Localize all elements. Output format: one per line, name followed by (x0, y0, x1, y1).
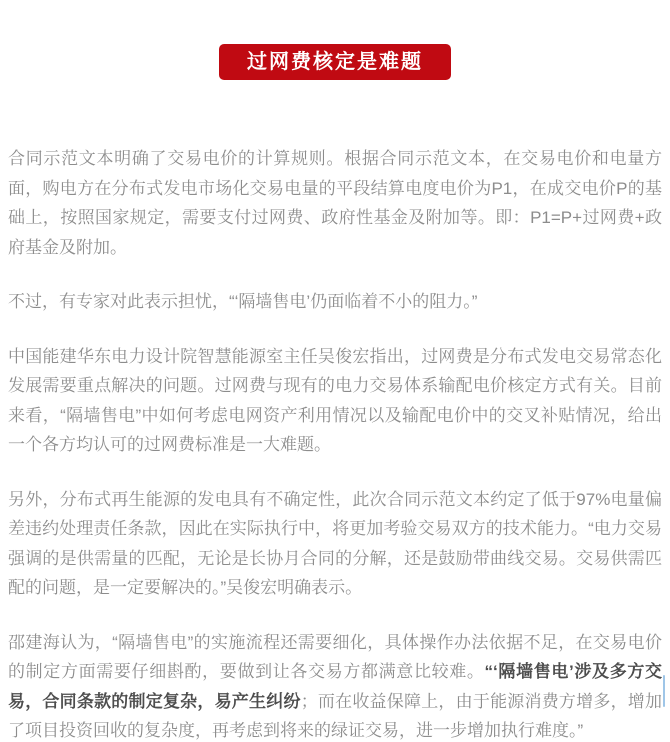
text-segment: ；而在收益保障上，由于能源消费方增多，增加了项目投资回收的复杂度，再考虑到将来的绿证交易，进一步增加执行难度。” (8, 691, 663, 740)
article-paragraph (8, 144, 662, 262)
bold-text-segment: “‘隔墙售电’涉及多方交易，合同条款的制定复杂，易产生纠纷 (8, 662, 662, 711)
article (0, 144, 670, 742)
section-header (0, 0, 670, 80)
text-segment: 中国能建华东电力设计院智慧能源室主任吴俊宏指出，过网费是分布式发电交易常态化发展需要重点解决的问题。过网费与现有的电力交易体系输配电价核定方式有关。目前来看，“隔墙售电”中如何考虑电网资产利用情况以及输配电价中的交叉补贴情况，给出一个各方均认可的过网费标准是一大难题。 (8, 346, 662, 454)
text-segment: 另外，分布式再生能源的发电具有不确定性，此次合同示范文本约定了低于97%电量偏差违约处理责任条款，因此在实际执行中，将更加考验交易双方的技术能力。“电力交易强调的是供需量的匹配，无论是长协月合同的分解，还是鼓励带曲线交易。交易供需匹配的问题，是一定要解决的。”吴俊宏明确表示。 (8, 489, 662, 597)
article-paragraph (8, 342, 662, 460)
text-segment: 合同示范文本明确了交易电价的计算规则。根据合同示范文本，在交易电价和电量方面，购电方在分布式发电市场化交易电量的平段结算电度电价为P1，在成交电价P的基础上，按照国家规定，需要支付过网费、政府性基金及附加等。即：P1=P+过网费+政府基金及附加。 (8, 149, 662, 257)
article-paragraph (8, 485, 662, 603)
text-segment: 不过，有专家对此表示担忧，“‘隔墙售电’仍面临着不小的阻力。” (8, 292, 478, 311)
scrollbar-thumb[interactable] (663, 675, 665, 707)
article-paragraph (8, 628, 662, 742)
article-paragraph (8, 287, 662, 317)
section-title-banner[interactable]: 过网费核定是难题 (219, 44, 451, 80)
text-segment: 邵建海认为，“隔墙售电”的实施流程还需要细化，具体操作办法依据不足，在交易电价的制定方面需要仔细斟酌，要做到让各交易方都满意比较难。 (8, 632, 662, 681)
